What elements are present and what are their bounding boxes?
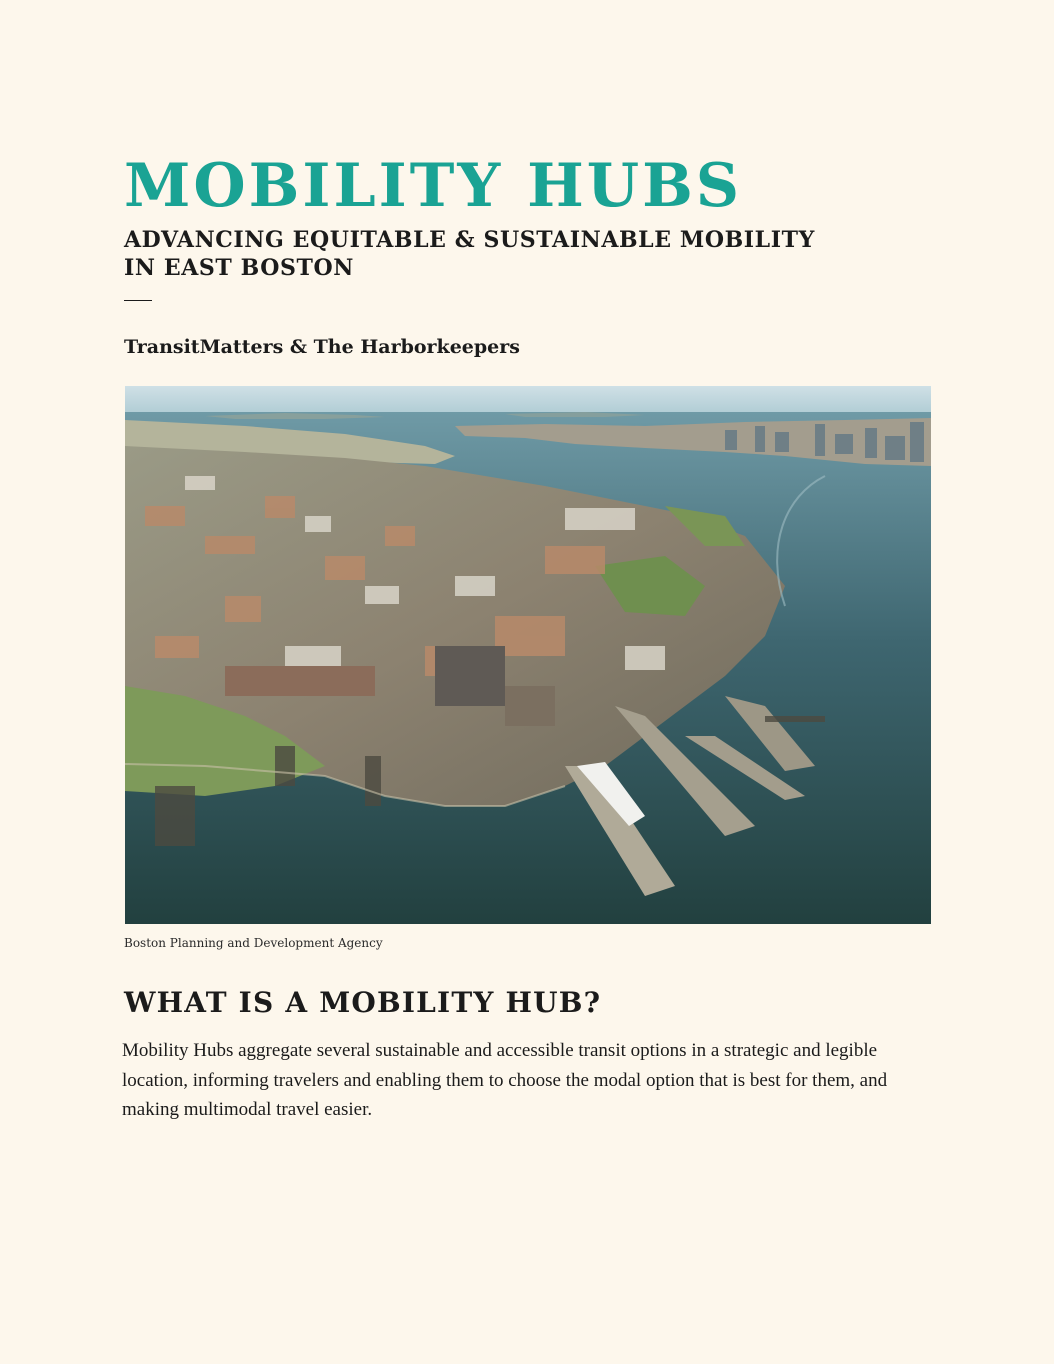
aerial-harbor-photo [125, 386, 931, 924]
subtitle-line-1: ADVANCING EQUITABLE & SUSTAINABLE MOBILITY [124, 227, 815, 253]
subtitle-line-2: IN EAST BOSTON [124, 255, 354, 281]
section-heading: WHAT IS A MOBILITY HUB? [124, 986, 602, 1019]
section-body-text: Mobility Hubs aggregate several sustainable and accessible transit options in a strategic and legible location, informing travelers and enabling them to choose the modal option that is best for them, and making multimodal travel easier. [122, 1040, 888, 1120]
document-subtitle [124, 226, 824, 282]
authors-line: TransitMatters & The Harborkeepers [124, 336, 520, 358]
document-title: MOBILITY HUBS [124, 151, 743, 221]
photo-credit: Boston Planning and Development Agency [124, 936, 383, 950]
divider-rule [124, 300, 152, 301]
